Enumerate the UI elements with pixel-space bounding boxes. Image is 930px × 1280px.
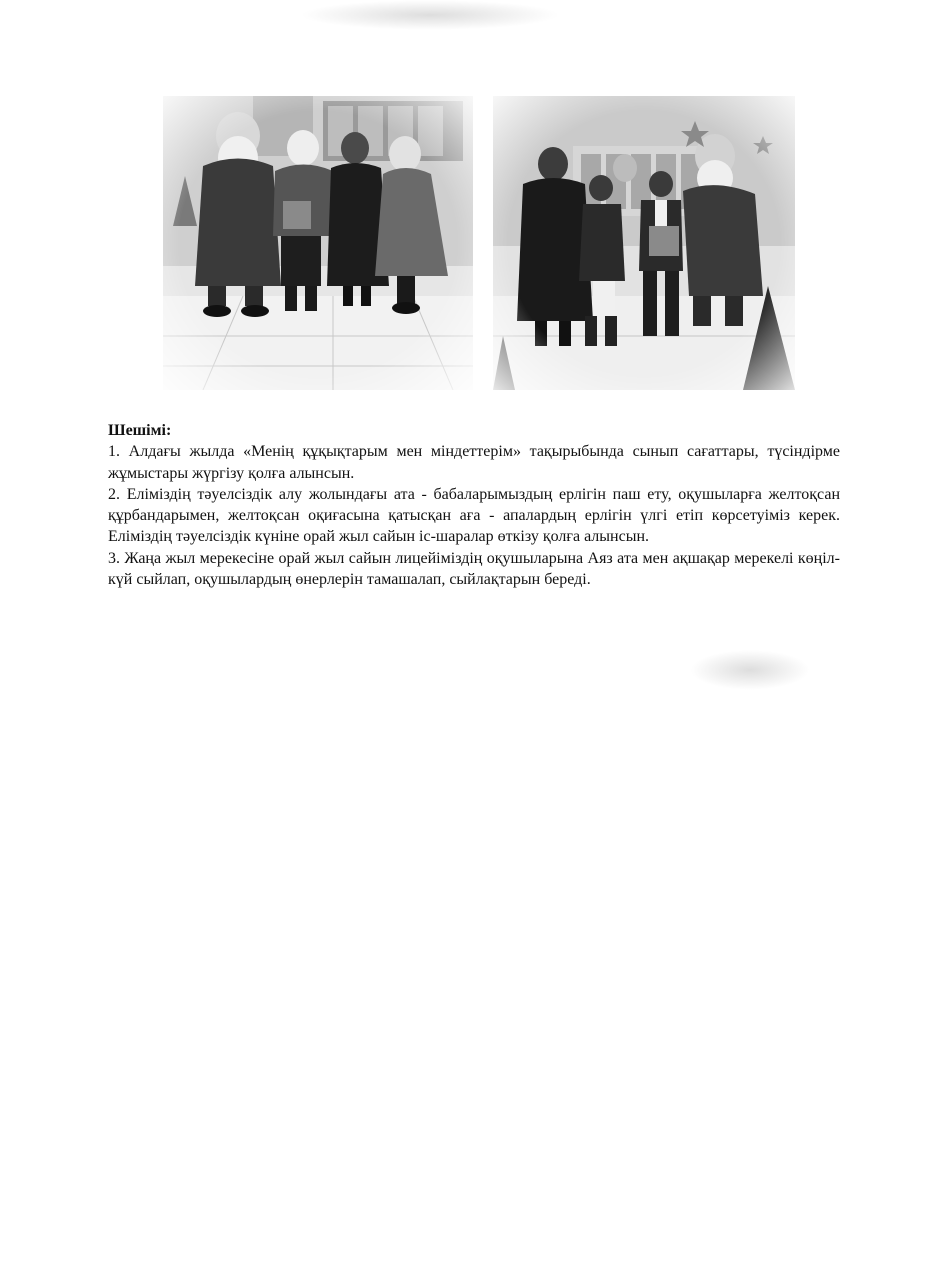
photo-row (163, 96, 795, 390)
decision-heading: Шешімі: (108, 422, 172, 439)
scan-mark-top (300, 0, 560, 30)
decision-section (108, 420, 840, 590)
right-photo (493, 96, 795, 390)
left-photo (163, 96, 473, 390)
scan-mark-right (690, 650, 810, 690)
decision-item-2: 2. Еліміздің тәуелсіздік алу жолындағы ата - бабаларымыздың ерлігін паш ету, оқушыларға желтоқсан құрбандарымен, желтоқсан оқиғасына қатысқан аға - апалардың ерлігін үлгі етіп көрсетуіміз керек. Еліміздің тәуелсіздік күніне орай жыл сайын іс-шаралар өткізу қолға алынсын. (108, 485, 840, 546)
decision-item-1: 1. Алдағы жылда «Менің құқықтарым мен міндеттерім» тақырыбында сынып сағаттары, түсіндірме жұмыстары жүргізу қолға алынсын. (108, 443, 840, 482)
decision-item-3: 3. Жаңа жыл мерекесіне орай жыл сайын лицейіміздің оқушыларына Аяз ата мен ақшақар мерекелі көңіл-күй сыйлап, оқушылардың өнерлерін тамашалап, сыйлақтарын береді. (108, 549, 840, 589)
